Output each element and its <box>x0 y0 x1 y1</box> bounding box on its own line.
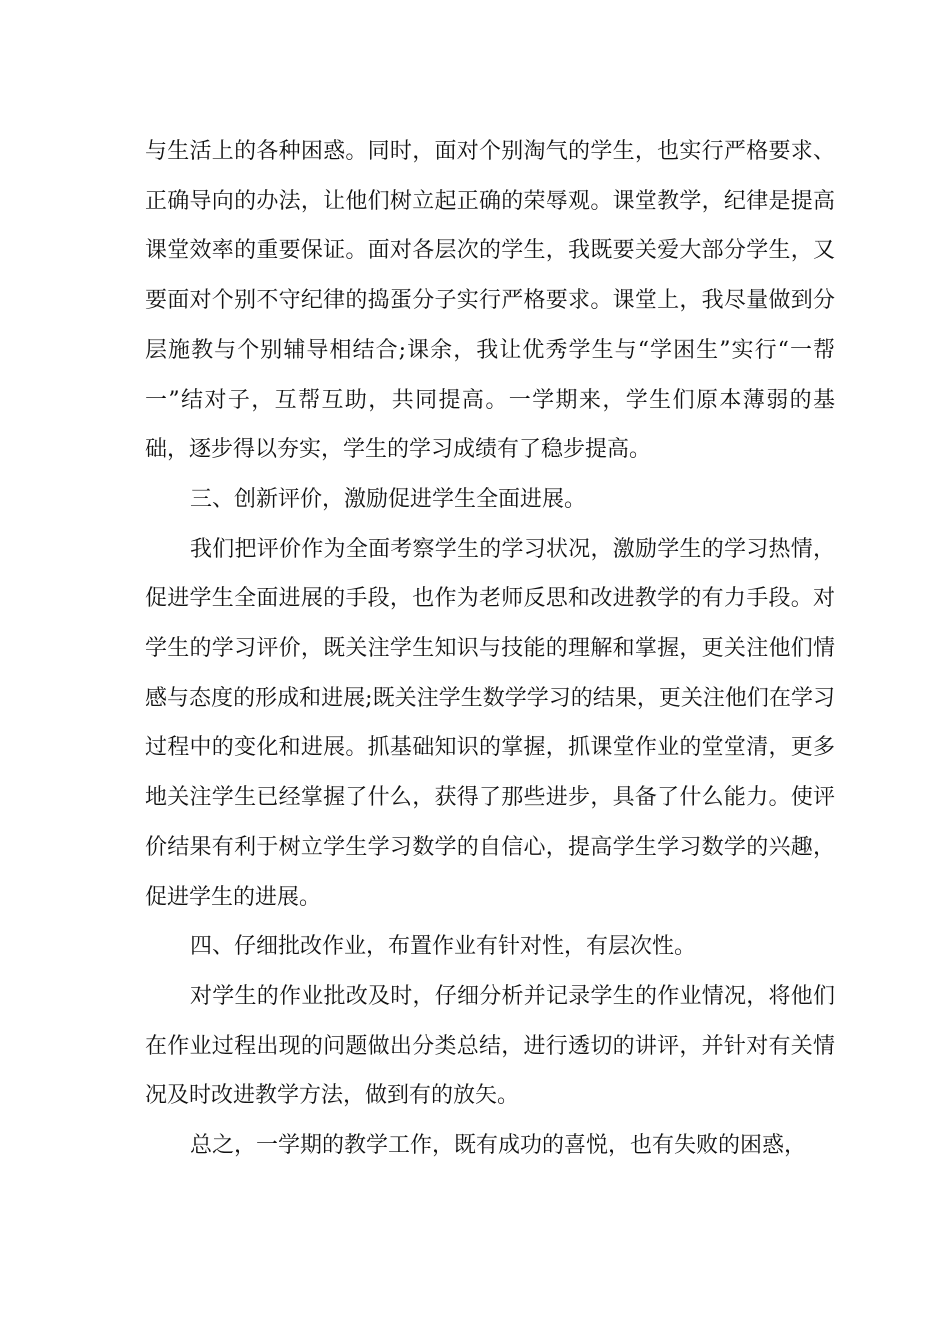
document-body <box>145 127 835 1171</box>
paragraph-evaluation: 我们把评价作为全面考察学生的学习状况，激励学生的学习热情，促进学生全面进展的手段，也作为老师反思和改进教学的有力手段。对学生的学习评价，既关注学生知识与技能的理解和掌握，更关注他们情感与态度的形成和进展;既关注学生数学学习的结果，更关注他们在学习过程中的变化和进展。抓基础知识的掌握，抓课堂作业的堂堂清，更多地关注学生已经掌握了什么，获得了那些进步，具备了什么能力。使评价结果有利于树立学生学习数学的自信心，提高学生学习数学的兴趣，促进学生的进展。 <box>145 536 835 910</box>
paragraph-continuation: 与生活上的各种困惑。同时，面对个别淘气的学生，也实行严格要求、正确导向的办法，让他们树立起正确的荣辱观。课堂教学，纪律是提高课堂效率的重要保证。面对各层次的学生，我既要关爱大部分学生，又要面对个别不守纪律的捣蛋分子实行严格要求。课堂上，我尽量做到分层施教与个别辅导相结合;课余，我让优秀学生与“学困生”实行“一帮一”结对子，互帮互助，共同提高。一学期来，学生们原本薄弱的基础，逐步得以夯实，学生的学习成绩有了稳步提高。 <box>145 139 835 463</box>
paragraph-homework: 对学生的作业批改及时，仔细分析并记录学生的作业情况，将他们在作业过程出现的问题做出分类总结，进行透切的讲评，并针对有关情况及时改进教学方法，做到有的放矢。 <box>145 983 835 1109</box>
section-heading-3: 三、创新评价，激励促进学生全面进展。 <box>190 486 587 512</box>
section-heading-4: 四、仔细批改作业，布置作业有针对性，有层次性。 <box>190 934 697 960</box>
paragraph-summary: 总之，一学期的教学工作，既有成功的喜悦，也有失败的困惑， <box>190 1133 807 1159</box>
